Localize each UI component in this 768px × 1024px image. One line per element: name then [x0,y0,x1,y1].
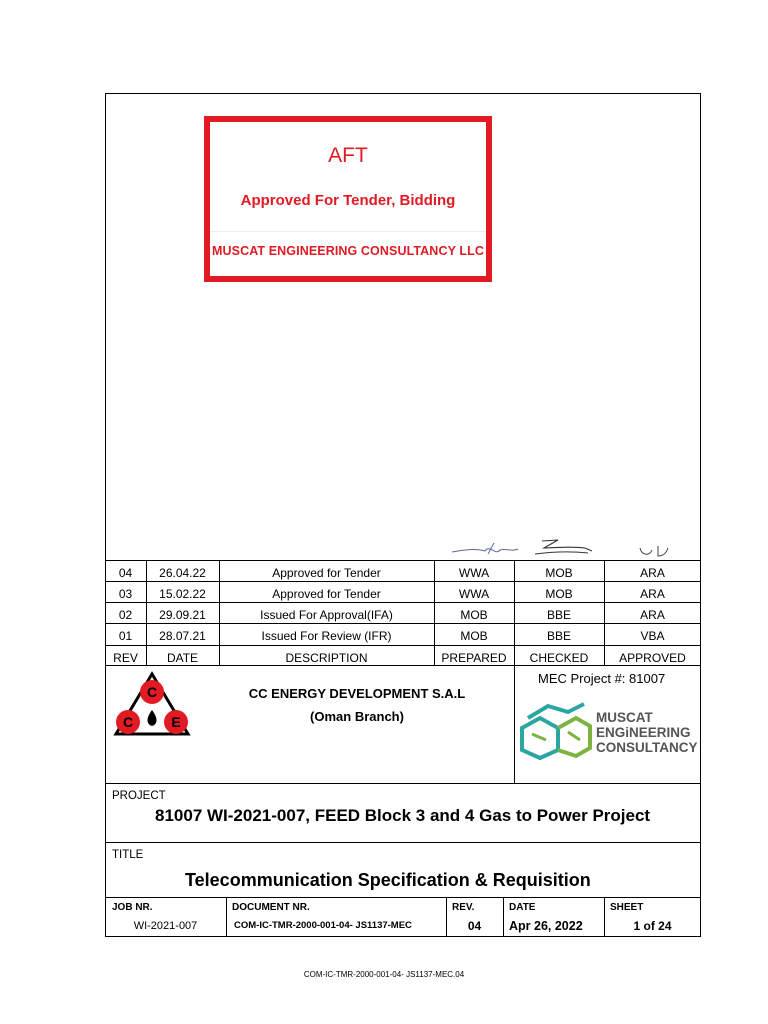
job-number-value: WI-2021-007 [133,920,198,932]
approved-header: APPROVED [619,651,686,665]
checked-cell: MOB [545,587,573,601]
prepared-signature [450,540,520,560]
rev-row-line [105,602,701,603]
project-value: 81007 WI-2021-007, FEED Block 3 and 4 Gas to Power Project [155,806,651,825]
stamp-company-band [210,231,486,276]
mec-logo-line: MUSCAT [596,710,653,725]
job-number-label: JOB NR. [112,902,153,913]
rev-header: REV [113,651,138,665]
approved-signature [636,544,672,560]
rev-cell: 03 [118,587,133,601]
date-cell: 15.02.22 [159,587,206,601]
footer-document-code: COM-IC-TMR-2000-001-04- JS1137-MEC.04 [303,970,465,979]
date-cell: 29.09.21 [159,608,206,622]
title-bottom-line [105,897,701,898]
date-cell: 26.04.22 [159,566,206,580]
title-label: TITLE [112,849,144,861]
info-col-line [503,897,504,937]
rev-table-top-line [105,560,701,561]
cce-logo-letter-top: C [146,684,158,700]
sheet-label: SHEET [610,902,644,913]
prepared-cell: MOB [460,608,488,622]
info-col-line [226,897,227,937]
description-cell: Approved for Tender [272,587,381,601]
checked-signature [530,536,600,558]
description-cell: Approved for Tender [272,566,381,580]
rev-row-line [105,623,701,624]
stamp-code: AFT [328,144,368,167]
sheet-value: 1 of 24 [633,919,672,933]
approved-cell: ARA [640,608,665,622]
rev-table-bottom-line [105,665,701,666]
revision-label: REV. [452,902,475,913]
cce-logo-letter-left: C [122,714,134,730]
prepared-header: PREPARED [441,651,507,665]
date-value: Apr 26, 2022 [509,919,583,933]
prepared-cell: MOB [460,629,488,643]
date-cell: 28.07.21 [159,629,206,643]
checked-cell: MOB [545,566,573,580]
prepared-cell: WWA [458,587,490,601]
client-name: CC ENERGY DEVELOPMENT S.A.L [248,686,466,701]
rev-cell: 02 [118,608,133,622]
rev-cell: 01 [118,629,133,643]
aft-stamp [204,116,492,282]
checked-cell: BBE [546,608,571,622]
client-block-bottom-line [105,783,701,784]
date-label: DATE [509,902,536,913]
document-title: Telecommunication Specification & Requisition [185,870,591,890]
checked-header: CHECKED [529,651,589,665]
description-cell: Issued For Approval(IFA) [260,608,393,622]
approved-cell: VBA [640,629,665,643]
cce-logo-letter-right: E [171,714,181,730]
date-header: DATE [166,651,199,665]
mec-logo-line: ENGiNEERING [596,725,691,740]
revision-value: 04 [467,919,482,933]
stamp-subtitle: Approved For Tender, Bidding [240,192,456,209]
document-number-label: DOCUMENT NR. [232,902,310,913]
mec-logo-icon [518,698,592,762]
rev-cell: 04 [118,566,133,580]
mec-logo-line: CONSULTANCY [596,740,698,755]
client-mec-divider [514,665,515,783]
approved-cell: ARA [640,566,665,580]
document-number-value: COM-IC-TMR-2000-001-04- JS1137-MEC [234,920,412,931]
approved-cell: ARA [640,587,665,601]
stamp-company: MUSCAT ENGINEERING CONSULTANCY LLC [212,244,484,258]
description-header: DESCRIPTION [285,651,368,665]
cce-logo [112,670,192,738]
project-label: PROJECT [112,790,166,802]
mec-logo-text [596,710,698,755]
checked-cell: BBE [546,629,571,643]
rev-row-line [105,581,701,582]
rev-row-line [105,645,701,646]
mec-project-number: MEC Project #: 81007 [538,671,666,686]
project-bottom-line [105,842,701,843]
prepared-cell: WWA [458,566,490,580]
client-branch: (Oman Branch) [310,709,404,724]
description-cell: Issued For Review (IFR) [261,629,392,643]
